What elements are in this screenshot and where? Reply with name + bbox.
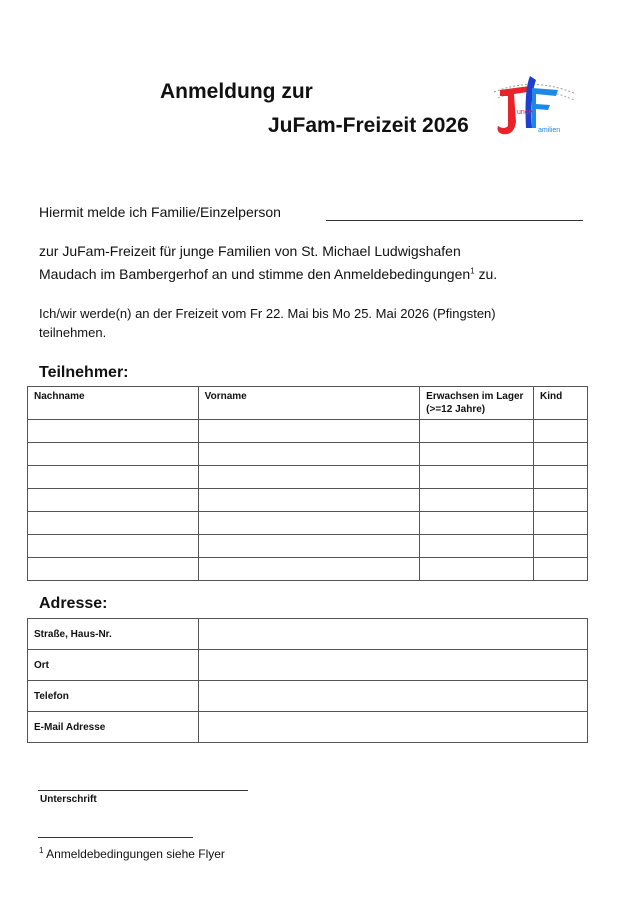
erwachsen-cell[interactable] [420, 443, 534, 466]
family-name-blank[interactable] [326, 220, 583, 221]
title-line-2: JuFam-Freizeit 2026 [268, 114, 469, 137]
intro-line-3-text: Maudach im Bambergerhof an und stimme den Anmeldebedingungen [39, 266, 471, 282]
col-header-erwachsen: Erwachsen im Lager (>=12 Jahre) [420, 387, 534, 420]
intro-line-2: zur JuFam-Freizeit für junge Familien von St. Michael Ludwigshafen [39, 243, 461, 259]
participants-heading: Teilnehmer: [39, 364, 129, 381]
participant-row [28, 512, 588, 535]
participants-table [27, 386, 588, 581]
vorname-cell[interactable] [198, 512, 420, 535]
intro-line-5: teilnehmen. [39, 325, 107, 340]
kind-cell[interactable] [534, 535, 588, 558]
footnote-ref: 1 [470, 266, 475, 276]
jufam-logo [486, 70, 582, 142]
field-label: Ort [28, 650, 199, 681]
kind-cell[interactable] [534, 420, 588, 443]
nachname-cell[interactable] [28, 443, 199, 466]
footnote-text: Anmeldebedingungen siehe Flyer [43, 847, 225, 861]
logo-f [532, 88, 558, 128]
col-header-vorname: Vorname [198, 387, 420, 420]
participant-row [28, 420, 588, 443]
address-row-email [28, 712, 588, 743]
city-input[interactable] [198, 650, 587, 681]
signature-line[interactable] [38, 790, 248, 791]
kind-cell[interactable] [534, 466, 588, 489]
participant-row [28, 443, 588, 466]
nachname-cell[interactable] [28, 558, 199, 581]
erwachsen-cell[interactable] [420, 558, 534, 581]
erwachsen-cell[interactable] [420, 512, 534, 535]
participant-row [28, 466, 588, 489]
kind-cell[interactable] [534, 512, 588, 535]
footnote-separator [38, 837, 193, 838]
street-input[interactable] [198, 619, 587, 650]
erwachsen-cell[interactable] [420, 466, 534, 489]
title-line-1: Anmeldung zur [160, 80, 313, 103]
footnote-mark: 1 [39, 846, 44, 855]
intro-line-4: Ich/wir werde(n) an der Freizeit vom Fr 22. Mai bis Mo 25. Mai 2026 (Pfingsten) [39, 306, 496, 321]
participant-row [28, 558, 588, 581]
vorname-cell[interactable] [198, 558, 420, 581]
address-row-street [28, 619, 588, 650]
email-input[interactable] [198, 712, 587, 743]
nachname-cell[interactable] [28, 512, 199, 535]
nachname-cell[interactable] [28, 466, 199, 489]
erwachsen-cell[interactable] [420, 535, 534, 558]
kind-cell[interactable] [534, 443, 588, 466]
vorname-cell[interactable] [198, 489, 420, 512]
col-header-nachname: Nachname [28, 387, 199, 420]
participant-row [28, 489, 588, 512]
address-heading: Adresse: [39, 595, 108, 612]
nachname-cell[interactable] [28, 535, 199, 558]
intro-line-3-end: zu. [474, 266, 498, 282]
erwachsen-cell[interactable] [420, 489, 534, 512]
phone-input[interactable] [198, 681, 587, 712]
nachname-cell[interactable] [28, 489, 199, 512]
table-header-row [28, 387, 588, 420]
footnote [39, 846, 225, 861]
address-row-city [28, 650, 588, 681]
address-row-phone [28, 681, 588, 712]
participant-row [28, 535, 588, 558]
logo-text-top: unge [517, 109, 533, 116]
vorname-cell[interactable] [198, 420, 420, 443]
field-label: Straße, Haus-Nr. [28, 619, 199, 650]
nachname-cell[interactable] [28, 420, 199, 443]
vorname-cell[interactable] [198, 443, 420, 466]
intro-line-3 [39, 266, 497, 282]
address-table [27, 618, 588, 743]
col-header-kind: Kind [534, 387, 588, 420]
vorname-cell[interactable] [198, 466, 420, 489]
signature-label: Unterschrift [40, 794, 97, 805]
logo-text-bottom: amilien [538, 127, 561, 134]
kind-cell[interactable] [534, 489, 588, 512]
field-label: Telefon [28, 681, 199, 712]
intro-line-1: Hiermit melde ich Familie/Einzelperson [39, 204, 281, 220]
erwachsen-cell[interactable] [420, 420, 534, 443]
vorname-cell[interactable] [198, 535, 420, 558]
kind-cell[interactable] [534, 558, 588, 581]
field-label: E-Mail Adresse [28, 712, 199, 743]
